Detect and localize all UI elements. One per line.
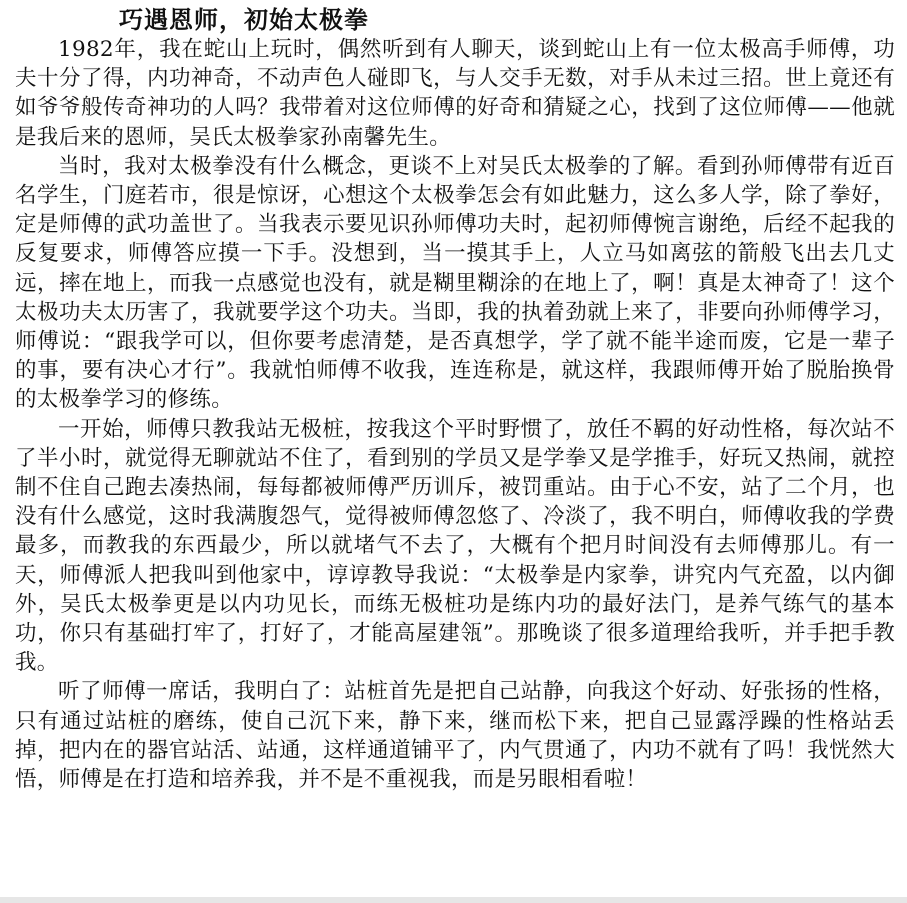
article-title: 巧遇恩师，初始太极拳 <box>119 6 369 34</box>
paragraph-3: 一开始，师傅只教我站无极桩，按我这个平时野惯了，放任不羁的好动性格，每次站不了半小时，就觉得无聊就站不住了，看到别的学员又是学拳又是学推手，好玩又热闹，就控制不住自己跑去凑热闹，每每都被师傅严历训斥，被罚重站。由于心不安，站了二个月，也没有什么感觉，这时我满腹怨气，觉得被师傅忽悠了、冷淡了，我不明白，师傅收我的学费最多，而教我的东西最少，所以就堵气不去了，大概有个把月时间没有去师傅那儿。有一天，师傅派人把我叫到他家中，谆谆教导我说：“太极拳是内家拳，讲究内气充盈，以内御外，吴氏太极拳更是以内功见长，而练无极桩功是练内功的最好法门，是养气练气的基本功，你只有基础打牢了，打好了，才能高屋建瓴”。那晚谈了很多道理给我听，并手把手教我。 <box>15 416 895 676</box>
paragraph-4: 听了师傅一席话，我明白了：站桩首先是把自己站静，向我这个好动、好张扬的性格，只有通过站桩的磨练，使自己沉下来，静下来，继而松下来，把自己显露浮躁的性格站丢掉，把内在的器官站活、站通，这样通道铺平了，内气贯通了，内功不就有了吗！我恍然大悟，师傅是在打造和培养我，并不是不重视我，而是另眼相看啦！ <box>15 679 895 793</box>
document-page <box>15 5 895 794</box>
paragraph-2: 当时，我对太极拳没有什么概念，更谈不上对吴氏太极拳的了解。看到孙师傅带有近百名学生，门庭若市，很是惊讶，心想这个太极拳怎会有如此魅力，这么多人学，除了拳好，定是师傅的武功盖世了。当我表示要见识孙师傅功夫时，起初师傅惋言谢绝，后经不起我的反复要求，师傅答应摸一下手。没想到，当一摸其手上，人立马如离弦的箭般飞出去几丈远，摔在地上，而我一点感觉也没有，就是糊里糊涂的在地上了，啊！真是太神奇了！这个太极功夫太历害了，我就要学这个功夫。当即，我的执着劲就上来了，非要向孙师傅学习，师傅说：“跟我学可以，但你要考虑清楚，是否真想学，学了就不能半途而废，它是一辈子的事，要有决心才行”。我就怕师傅不收我，连连称是，就这样，我跟师傅开始了脱胎换骨的太极拳学习的修练。 <box>15 153 895 413</box>
paragraph-1: 1982年，我在蛇山上玩时，偶然听到有人聊天，谈到蛇山上有一位太极高手师傅，功夫十分了得，内功神奇，不动声色人碰即飞，与人交手无数，对手从未过三招。世上竟还有如爷爷般传奇神功的人吗？我带着对这位师傅的好奇和猜疑之心，找到了这位师傅——他就是我后来的恩师，吴氏太极拳家孙南馨先生。 <box>15 37 895 150</box>
bottom-divider <box>0 897 907 903</box>
